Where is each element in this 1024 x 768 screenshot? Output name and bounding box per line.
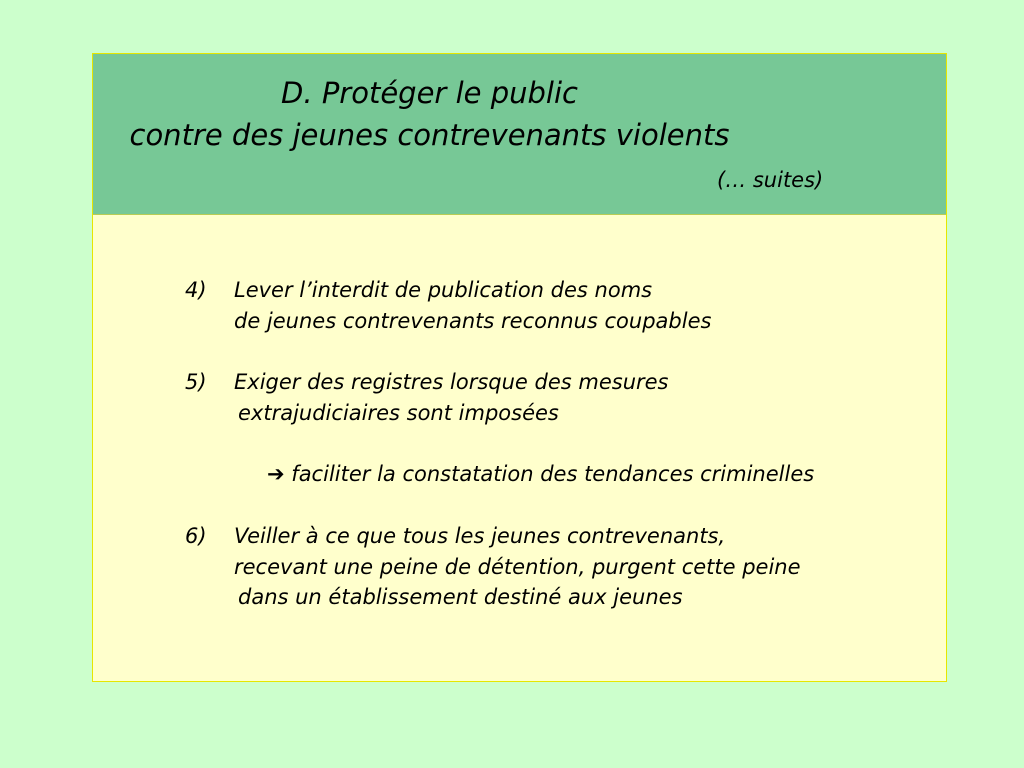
- item-5-subpoint: [267, 461, 814, 487]
- item-6-line-3: dans un établissement destiné aux jeunes: [238, 585, 683, 609]
- title-line-2: contre des jeunes contrevenants violents: [129, 118, 730, 152]
- slide-frame: [92, 53, 947, 682]
- item-6-line-1: Veiller à ce que tous les jeunes contrevenants,: [234, 524, 726, 548]
- item-6-number: 6): [185, 524, 207, 548]
- title-suffix: (… suites): [717, 168, 824, 192]
- item-5-number: 5): [185, 370, 207, 394]
- item-5-subpoint-text: faciliter la constatation des tendances criminelles: [291, 462, 815, 486]
- title-band: [93, 54, 946, 215]
- title-line-1: D. Protéger le public: [281, 76, 578, 110]
- item-4-line-2: de jeunes contrevenants reconnus coupables: [234, 309, 712, 333]
- item-6-line-2: recevant une peine de détention, purgent cette peine: [234, 555, 801, 579]
- item-4-number: 4): [185, 278, 207, 302]
- item-4-line-1: Lever l’interdit de publication des noms: [234, 278, 653, 302]
- item-5-line-2: extrajudiciaires sont imposées: [238, 401, 559, 425]
- item-5-line-1: Exiger des registres lorsque des mesures: [234, 370, 669, 394]
- arrow-right-icon: ➔: [267, 462, 285, 486]
